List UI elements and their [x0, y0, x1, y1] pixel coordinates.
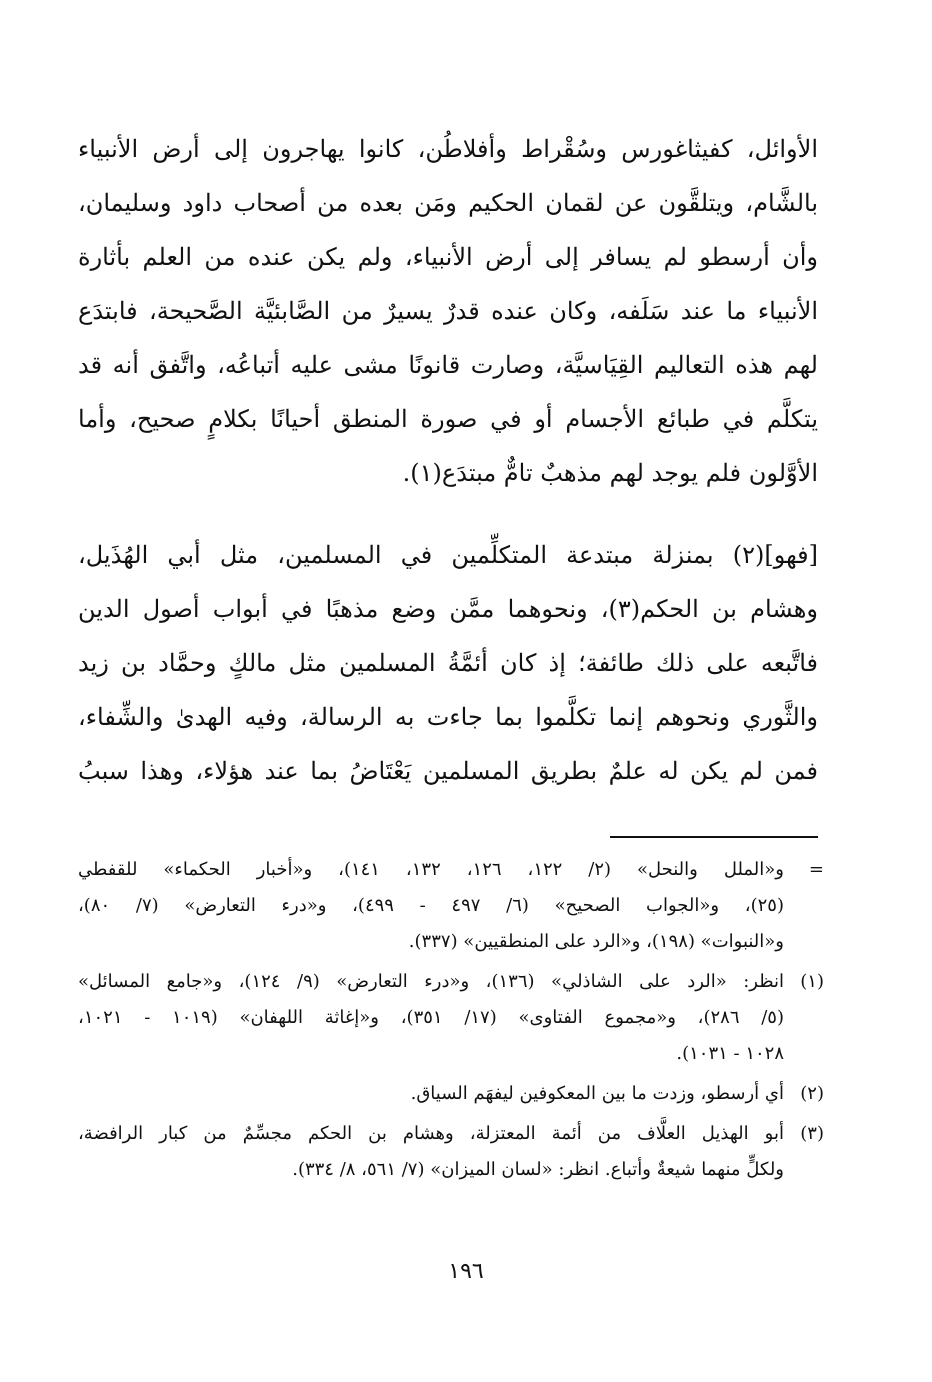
- text-line: فمن لم يكن له علمٌ بطريق المسلمين يَعْتَاضُ بما عند هؤلاء، وهذا سببُ: [78, 757, 818, 785]
- text-line: فاتَّبعه على ذلك طائفة؛ إذ كان أئمَّةُ المسلمين مثل مالكٍ وحمَّاد بن زيد: [78, 649, 818, 677]
- footnote-line: انظر: «الرد على الشاذلي» (١٣٦)، و«درء التعارض» (٩/ ١٢٤)، و«جامع المسائل»: [78, 971, 784, 992]
- footnote-line: و«الملل والنحل» (٢/ ١٢٢، ١٢٦، ١٣٢، ١٤١)، و«أخبار الحكماء» للقفطي: [78, 859, 784, 880]
- footnote-2: [78, 1076, 824, 1112]
- footnote-3: [78, 1116, 824, 1188]
- paragraph-2: [78, 528, 818, 798]
- footnote-1: [78, 964, 824, 1072]
- page-number: ١٩٦: [448, 1259, 484, 1284]
- text-line: وأن أرسطو لم يسافر إلى أرض الأنبياء، ولم يكن عنده من العلم بأثارة: [78, 243, 818, 271]
- footnote-marker: (٢): [800, 1083, 824, 1104]
- text-line: لهم هذه التعاليم القِيَاسيَّة، وصارت قانونًا مشى عليه أتباعُه، واتَّفق أنه قد: [78, 351, 818, 379]
- footnote-continuation: [78, 852, 824, 960]
- footnote-line: و«النبوات» (١٩٨)، و«الرد على المنطقيين» (٣٣٧).: [408, 931, 784, 952]
- footnote-line: (٥/ ٢٨٦)، و«مجموع الفتاوى» (١٧/ ٣٥١)، و«إغاثة اللهفان» (١٠١٩ - ١٠٢١،: [78, 1007, 784, 1028]
- footnote-line: (٢٥)، و«الجواب الصحيح» (٦/ ٤٩٧ - ٤٩٩)، و«درء التعارض» (٧/ ٨٠)،: [78, 895, 784, 916]
- footnote-separator: [610, 836, 818, 838]
- text-line: الأنبياء ما عند سَلَفه، وكان عنده قدرٌ يسيرٌ من الصَّابئيَّة الصَّحيحة، فابتدَع: [78, 297, 818, 325]
- main-text: [78, 122, 818, 798]
- text-line: يتكلَّم في طبائع الأجسام أو في صورة المنطق أحيانًا بكلامٍ صحيح، وأما: [78, 405, 818, 433]
- footnote-line: ولكلٍّ منهما شيعةٌ وأتباع. انظر: «لسان الميزان» (٧/ ٥٦١، ٨/ ٣٣٤).: [292, 1159, 784, 1180]
- paragraph-gap: [78, 500, 818, 528]
- footnote-line: أي أرسطو، وزدت ما بين المعكوفين ليفهَم السياق.: [410, 1083, 784, 1104]
- text-line: الأوَّلون فلم يوجد لهم مذهبٌ تامٌّ مبتدَع(١).: [402, 459, 818, 487]
- footnote-line: أبو الهذيل العلَّاف من أئمة المعتزلة، وهشام بن الحكم مجسِّمٌ من كبار الرافضة،: [78, 1123, 784, 1144]
- text-line: الأوائل، كفيثاغورس وسُقْراط وأفلاطُن، كانوا يهاجرون إلى أرض الأنبياء: [78, 135, 818, 163]
- footnote-line: ١٠٢٨ - ١٠٣١).: [676, 1043, 784, 1064]
- paragraph-1: [78, 122, 818, 500]
- footnotes: [78, 852, 824, 1192]
- text-line: بالشَّام، ويتلقَّون عن لقمان الحكيم ومَن بعده من أصحاب داود وسليمان،: [78, 189, 818, 217]
- footnote-marker: (١): [800, 971, 824, 992]
- footnote-marker: =: [808, 859, 824, 880]
- footnote-marker: (٣): [800, 1123, 824, 1144]
- text-line: وهشام بن الحكم(٣)، ونحوهما ممَّن وضع مذهبًا في أبواب أصول الدين: [78, 595, 818, 623]
- text-line: والثَّوري ونحوهم إنما تكلَّموا بما جاءت به الرسالة، وفيه الهدىٰ والشِّفاء،: [78, 703, 818, 731]
- text-line: [فهو](٢) بمنزلة مبتدعة المتكلِّمين في المسلمين، مثل أبي الهُذَيل،: [78, 541, 818, 569]
